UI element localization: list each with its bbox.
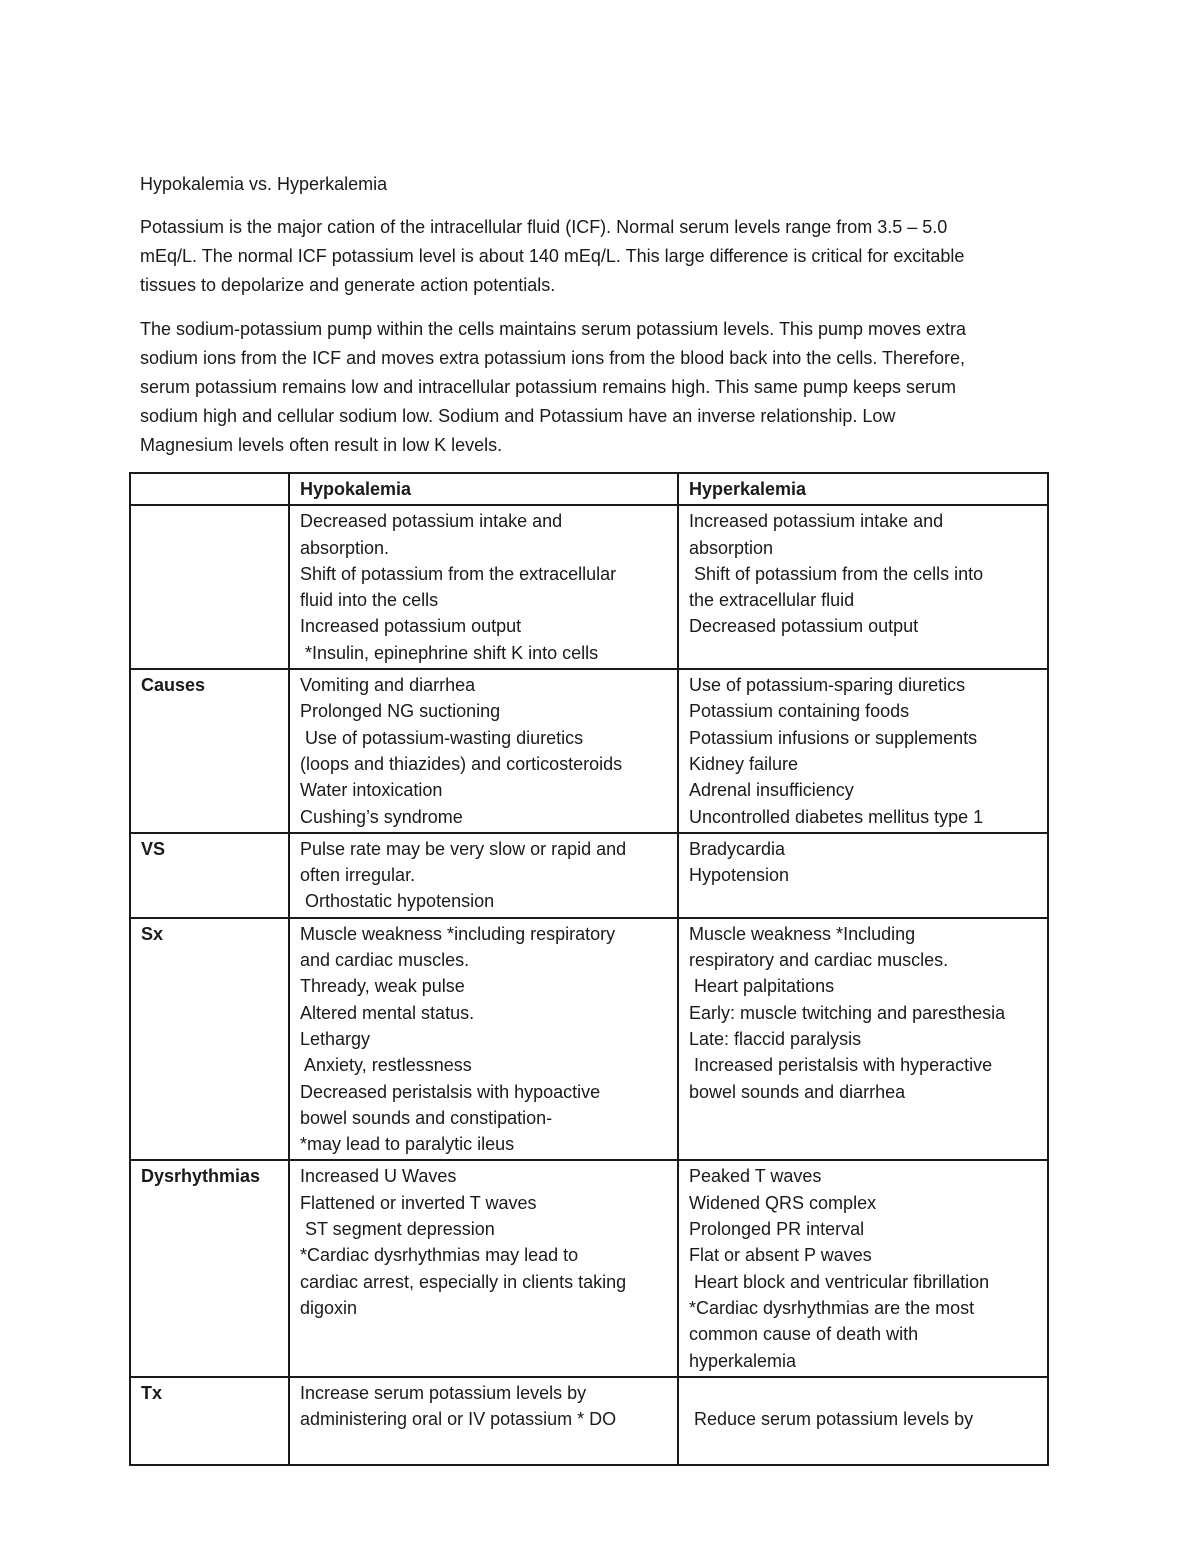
cell-line: common cause of death with bbox=[689, 1324, 919, 1345]
cell-line: Peaked T waves bbox=[689, 1166, 822, 1187]
cell-line: Heart block and ventricular fibrillation bbox=[689, 1271, 990, 1292]
cell-line: Thready, weak pulse bbox=[300, 976, 465, 997]
hyper-cell bbox=[678, 1377, 1048, 1465]
cell-line: hyperkalemia bbox=[689, 1350, 797, 1371]
cell-line: Shift of potassium from the cells into bbox=[689, 563, 984, 584]
hyper-cell bbox=[678, 1160, 1048, 1376]
cell-line: Reduce serum potassium levels by bbox=[689, 1408, 974, 1429]
cell-line: Anxiety, restlessness bbox=[300, 1055, 472, 1076]
hypo-cell bbox=[289, 833, 678, 918]
cell-line: Potassium infusions or supplements bbox=[689, 727, 978, 748]
paragraph-line: Magnesium levels often result in low K levels. bbox=[140, 435, 503, 455]
row-label: Sx bbox=[130, 918, 289, 1161]
cell-line: Increased potassium intake and bbox=[689, 511, 944, 532]
paragraph-line: The sodium-potassium pump within the cells maintains serum potassium levels. This pump moves extra bbox=[140, 319, 967, 339]
cell-line: (loops and thiazides) and corticosteroids bbox=[300, 753, 623, 774]
header-cell-hypokalemia: Hypokalemia bbox=[289, 473, 678, 505]
cell-line: Flattened or inverted T waves bbox=[300, 1192, 537, 1213]
hypo-cell bbox=[289, 918, 678, 1161]
cell-line: Cushing’s syndrome bbox=[300, 806, 463, 827]
cell-line: bowel sounds and diarrhea bbox=[689, 1081, 906, 1102]
cell-line: Widened QRS complex bbox=[689, 1192, 877, 1213]
cell-line: Increased potassium output bbox=[300, 616, 522, 637]
cell-line: Flat or absent P waves bbox=[689, 1245, 872, 1266]
row-label: Causes bbox=[130, 669, 289, 833]
table-header-row bbox=[130, 473, 1048, 505]
cell-line: Shift of potassium from the extracellular bbox=[300, 563, 617, 584]
table-row-vs bbox=[130, 833, 1048, 918]
cell-line: absorption bbox=[689, 537, 774, 558]
cell-line: *Cardiac dysrhythmias may lead to bbox=[300, 1245, 579, 1266]
cell-line: respiratory and cardiac muscles. bbox=[689, 950, 949, 971]
table-row-sx bbox=[130, 918, 1048, 1161]
cell-line: Use of potassium-wasting diuretics bbox=[300, 727, 584, 748]
paragraph-line: serum potassium remains low and intracellular potassium remains high. This same pump keeps serum bbox=[140, 377, 957, 397]
cell-line: Prolonged PR interval bbox=[689, 1219, 865, 1240]
cell-line: Potassium containing foods bbox=[689, 701, 910, 722]
cell-line: and cardiac muscles. bbox=[300, 950, 470, 971]
hyper-cell bbox=[678, 669, 1048, 833]
hyper-cell bbox=[678, 918, 1048, 1161]
cell-line: Decreased peristalsis with hypoactive bbox=[300, 1081, 601, 1102]
cell-line: Orthostatic hypotension bbox=[300, 891, 495, 912]
hypo-cell bbox=[289, 669, 678, 833]
cell-line: Muscle weakness *including respiratory bbox=[300, 923, 616, 944]
table-row-tx bbox=[130, 1377, 1048, 1465]
cell-line: cardiac arrest, especially in clients taking bbox=[300, 1271, 627, 1292]
cell-line: often irregular. bbox=[300, 865, 416, 886]
paragraph-line: sodium ions from the ICF and moves extra potassium ions from the blood back into the cells. Therefore, bbox=[140, 348, 966, 368]
cell-line: Water intoxication bbox=[300, 780, 443, 801]
cell-line: administering oral or IV potassium * DO bbox=[300, 1409, 617, 1430]
header-cell-hyperkalemia: Hyperkalemia bbox=[678, 473, 1048, 505]
cell-line: Decreased potassium output bbox=[689, 616, 919, 637]
cell-line: Kidney failure bbox=[689, 753, 799, 774]
pump-paragraph bbox=[140, 315, 1070, 460]
cell-line: Pulse rate may be very slow or rapid and bbox=[300, 838, 627, 859]
cell-line: *Insulin, epinephrine shift K into cells bbox=[300, 642, 599, 663]
cell-line: *may lead to paralytic ileus bbox=[300, 1134, 515, 1155]
cell-line: bowel sounds and constipation- bbox=[300, 1107, 553, 1128]
cell-line: Adrenal insufficiency bbox=[689, 780, 854, 801]
hyper-cell bbox=[678, 505, 1048, 669]
cell-line: Altered mental status. bbox=[300, 1002, 475, 1023]
document-title: Hypokalemia vs. Hyperkalemia bbox=[140, 174, 388, 194]
hyper-cell bbox=[678, 833, 1048, 918]
cell-line: Late: flaccid paralysis bbox=[689, 1028, 862, 1049]
hypo-cell bbox=[289, 505, 678, 669]
cell-line: Use of potassium-sparing diuretics bbox=[689, 675, 966, 696]
cell-line: the extracellular fluid bbox=[689, 590, 855, 611]
table-row bbox=[130, 505, 1048, 669]
cell-line: Uncontrolled diabetes mellitus type 1 bbox=[689, 806, 984, 827]
table-row-causes bbox=[130, 669, 1048, 833]
paragraph-line: Potassium is the major cation of the intracellular fluid (ICF). Normal serum levels range from 3.5 – 5.0 bbox=[140, 217, 948, 237]
cell-line: Decreased potassium intake and bbox=[300, 511, 563, 532]
hypo-cell bbox=[289, 1377, 678, 1465]
intro-paragraph bbox=[140, 213, 1070, 300]
cell-line: Prolonged NG suctioning bbox=[300, 701, 501, 722]
cell-line: Muscle weakness *Including bbox=[689, 923, 916, 944]
row-label: VS bbox=[130, 833, 289, 918]
cell-line: Bradycardia bbox=[689, 838, 786, 859]
cell-line: Hypotension bbox=[689, 865, 790, 886]
table-row-dysrhythmias bbox=[130, 1160, 1048, 1376]
row-label: Tx bbox=[130, 1377, 289, 1465]
cell-line: Vomiting and diarrhea bbox=[300, 675, 476, 696]
cell-line: Increased U Waves bbox=[300, 1166, 457, 1187]
comparison-table bbox=[129, 472, 1049, 1466]
hypo-cell bbox=[289, 1160, 678, 1376]
cell-line: Lethargy bbox=[300, 1028, 371, 1049]
cell-line: Early: muscle twitching and paresthesia bbox=[689, 1002, 1006, 1023]
cell-line: ST segment depression bbox=[300, 1219, 495, 1240]
cell-line: digoxin bbox=[300, 1297, 358, 1318]
row-label bbox=[130, 505, 289, 669]
paragraph-line: mEq/L. The normal ICF potassium level is about 140 mEq/L. This large difference is critical for excitable bbox=[140, 246, 965, 266]
cell-line: Increased peristalsis with hyperactive bbox=[689, 1055, 993, 1076]
row-label: Dysrhythmias bbox=[130, 1160, 289, 1376]
paragraph-line: sodium high and cellular sodium low. Sodium and Potassium have an inverse relationship. Low bbox=[140, 406, 896, 426]
header-cell-empty bbox=[130, 473, 289, 505]
cell-line: Heart palpitations bbox=[689, 976, 835, 997]
cell-line: Increase serum potassium levels by bbox=[300, 1382, 587, 1403]
cell-line: fluid into the cells bbox=[300, 590, 439, 611]
cell-line: *Cardiac dysrhythmias are the most bbox=[689, 1297, 975, 1318]
cell-line: absorption. bbox=[300, 537, 390, 558]
paragraph-line: tissues to depolarize and generate action potentials. bbox=[140, 275, 556, 295]
